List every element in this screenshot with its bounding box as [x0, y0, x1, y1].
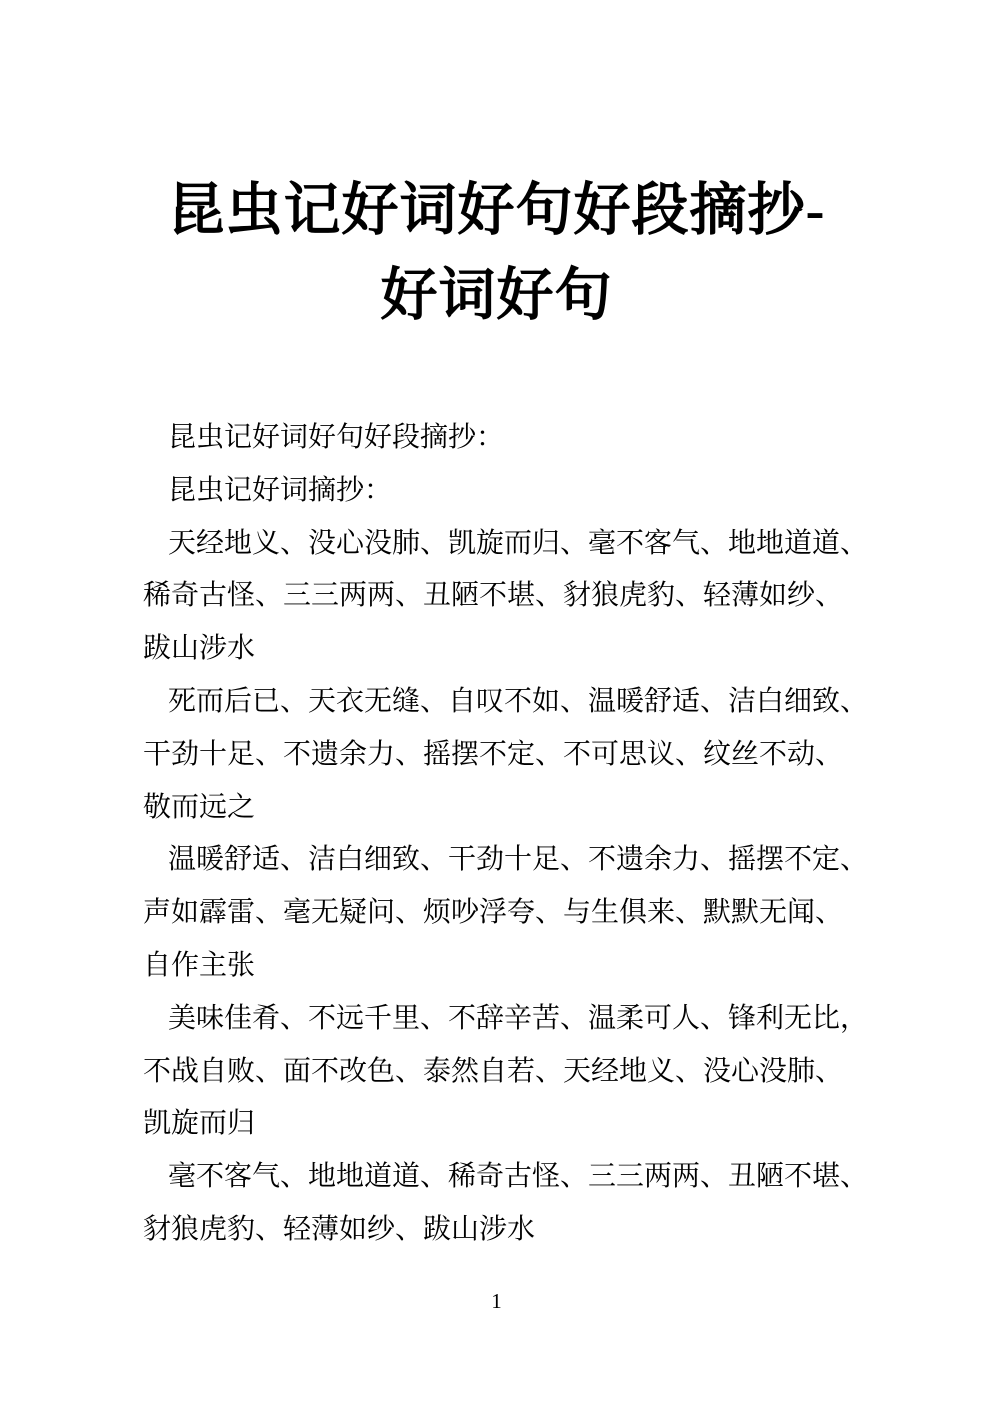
- document-title-line-2: 好词好句: [380, 264, 613, 327]
- paragraph-line: 天经地义、没心没肺、凯旋而归、毫不客气、地地道道、: [168, 527, 869, 559]
- document-title: [0, 0, 993, 338]
- paragraph-idioms-4: [143, 993, 869, 1151]
- paragraph-line: 声如霹雷、毫无疑问、烦吵浮夸、与生俱来、默默无闻、: [143, 897, 844, 929]
- paragraph-line: 敬而远之: [143, 791, 256, 823]
- paragraph-idioms-3: [143, 834, 869, 992]
- paragraph-line: 昆虫记好词好句好段摘抄：: [168, 422, 505, 453]
- paragraph-heading-2: [143, 465, 863, 518]
- document-title-line-1: 昆虫记好词好句好段摘抄-: [167, 179, 826, 242]
- page-number: 1: [491, 1289, 502, 1313]
- paragraph-line: 毫不客气、地地道道、稀奇古怪、三三两两、丑陋不堪、: [168, 1161, 869, 1193]
- paragraph-idioms-1: [143, 518, 869, 676]
- paragraph-line: 温暖舒适、洁白细致、干劲十足、不遗余力、摇摆不定、: [168, 844, 869, 876]
- paragraph-line: 跋山涉水: [143, 633, 256, 665]
- paragraph-line: 凯旋而归: [143, 1108, 256, 1140]
- paragraph-line: 豺狼虎豹、轻薄如纱、跋山涉水: [143, 1213, 536, 1245]
- paragraph-idioms-5: [143, 1151, 869, 1257]
- paragraph-line: 死而后已、天衣无缝、自叹不如、温暖舒适、洁白细致、: [168, 685, 869, 717]
- paragraph-idioms-2: [143, 676, 869, 834]
- paragraph-heading-1: [143, 412, 863, 465]
- paragraph-line: 美味佳肴、不远千里、不辞辛苦、温柔可人、锋利无比，: [168, 1002, 869, 1034]
- paragraph-line: 稀奇古怪、三三两两、丑陋不堪、豺狼虎豹、轻薄如纱、: [143, 580, 844, 612]
- document-body: [143, 412, 869, 1257]
- paragraph-line: 干劲十足、不遗余力、摇摆不定、不可思议、纹丝不动、: [143, 738, 844, 770]
- paragraph-line: 昆虫记好词摘抄：: [168, 474, 393, 506]
- paragraph-line: 自作主张: [143, 949, 256, 981]
- paragraph-line: 不战自败、面不改色、泰然自若、天经地义、没心没肺、: [143, 1055, 844, 1087]
